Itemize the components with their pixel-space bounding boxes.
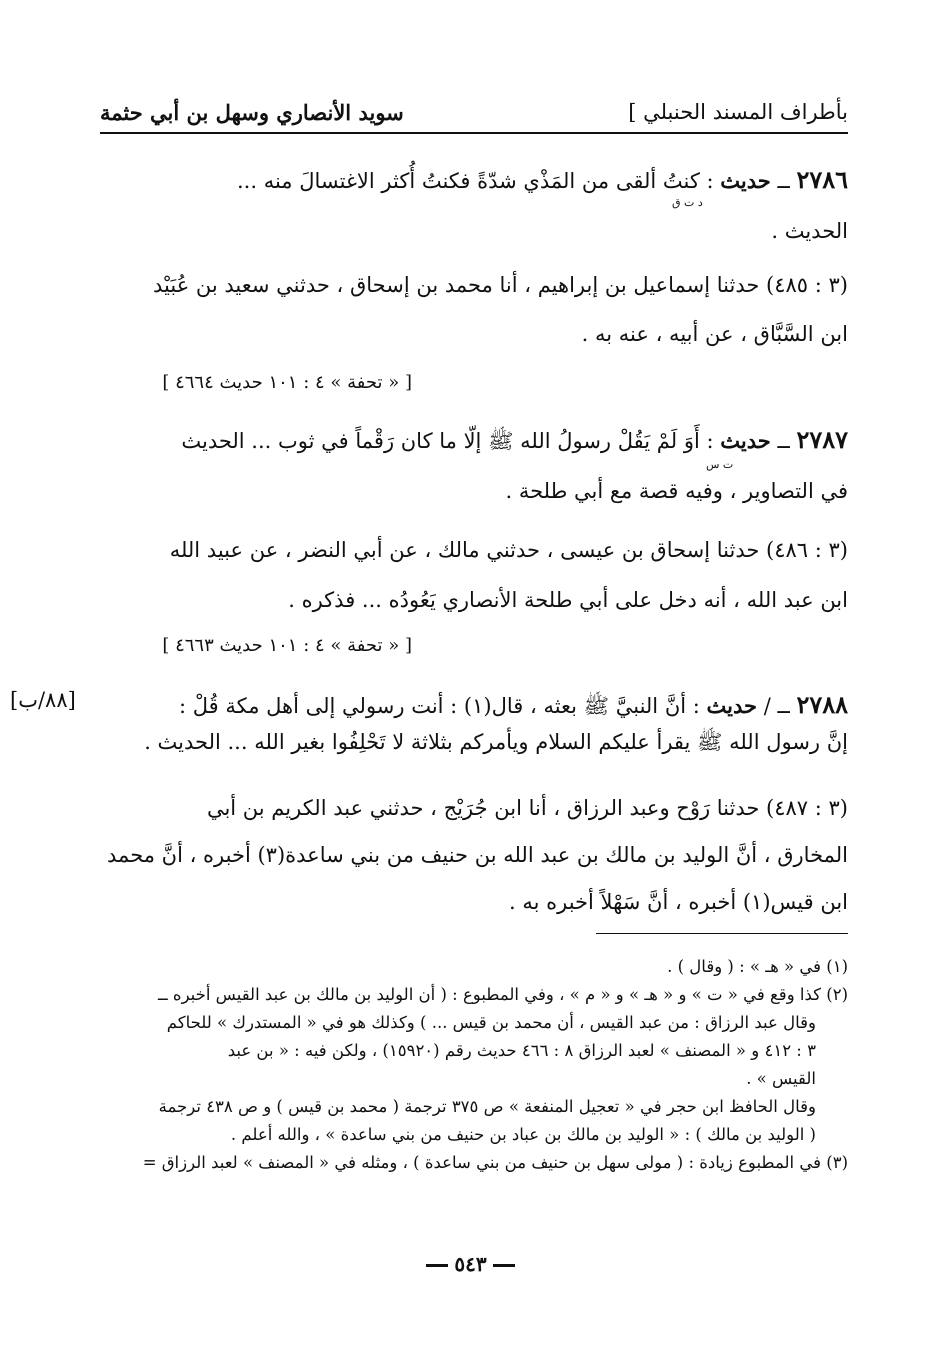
hadith-sigla: د ت ق <box>672 196 703 209</box>
footnote-line: (١) في « هـ » : ( وقال ) . <box>667 957 848 976</box>
hadith-keyword: حديث <box>720 428 771 453</box>
footnotes <box>100 953 848 1177</box>
hadith-dash: ــ <box>777 429 790 453</box>
page-number-dash <box>493 1264 515 1267</box>
footnote-line: وقال الحافظ ابن حجر في « تعجيل المنفعة » ص ٣٧٥ ترجمة ( محمد بن قيس ) و ص ٤٣٨ ترجمة <box>158 1097 816 1116</box>
hadith-dash: ــ <box>777 169 790 193</box>
hadith-number: ٢٧٨٦ <box>796 165 848 194</box>
hadith-text-continuation: إنَّ رسول الله ﷺ يقرأ عليكم السلام ويأمركم بثلاثة لا تَحْلِفُوا بغير الله ... الحديث . <box>144 730 848 754</box>
footnote-separator <box>596 933 848 934</box>
hadith-text: : أنَّ النبيَّ ﷺ بعثه ، قال(١) : أنت رسولي إلى أهل مكة قُلْ : <box>179 694 700 718</box>
hadith-sigla: ت س <box>706 458 734 471</box>
tuhfa-reference: [ « تحفة » ٤ : ١٠١ حديث ٤٦٦٤ ] <box>162 372 412 393</box>
isnad-line: (٣ : ٤٨٥) حدثنا إسماعيل بن إبراهيم ، أنا محمد بن إسحاق ، حدثني سعيد بن عُبَيْد <box>153 273 848 297</box>
footnote-line: ( الوليد بن مالك ) : « الوليد بن مالك بن عباد بن حنيف من بني ساعدة » ، والله أعلم . <box>230 1125 816 1144</box>
hadith-2786-isnad <box>100 270 848 349</box>
hadith-number: ٢٧٨٧ <box>796 425 848 454</box>
isnad-line: (٣ : ٤٨٧) حدثنا رَوْح وعبد الرزاق ، أنا ابن جُرَيْج ، حدثني عبد الكريم بن أبي <box>206 796 848 820</box>
section-title: سويد الأنصاري وسهل بن أبي حثمة <box>100 100 404 125</box>
hadith-number: ٢٧٨٨ <box>796 690 848 719</box>
isnad-line: ابن عبد الله ، أنه دخل على أبي طلحة الأنصاري يَعُودُه ... فذكره . <box>288 588 848 612</box>
page-number <box>0 1252 941 1276</box>
page-number-value: ٥٤٣ <box>454 1252 487 1276</box>
book-title: بأطراف المسند الحنبلي ] <box>628 100 848 124</box>
hadith-2787-isnad <box>100 535 848 615</box>
running-header <box>100 100 848 134</box>
footnote-line: وقال عبد الرزاق : من عبد القيس ، أن محمد بن قيس ... ) وكذلك هو في « المستدرك » للحاكم <box>166 1013 816 1032</box>
isnad-line: ابن السَّبَّاق ، عن أبيه ، عنه به . <box>581 322 848 346</box>
manuscript-folio-marker: [٨٨/ب] <box>10 688 76 712</box>
hadith-text: : أَوَ لَمْ يَقُلْ رسولُ الله ﷺ إلّا ما كان رَقْماً في ثوب ... الحديث <box>181 429 714 453</box>
hadith-text-continuation: الحديث . <box>771 219 848 243</box>
hadith-text: : كنتُ ألقى من المَذْي شدّةً فكنتُ أُكثر الاغتسالَ منه ... <box>237 169 714 193</box>
hadith-2788-text <box>100 690 848 757</box>
hadith-keyword: حديث <box>706 693 757 718</box>
hadith-text-continuation: في التصاوير ، وفيه قصة مع أبي طلحة . <box>505 479 848 503</box>
hadith-2787-text <box>100 425 848 506</box>
isnad-line: المخارق ، أنَّ الوليد بن مالك بن عبد الله بن حنيف من بني ساعدة(٣) أخبره ، أنَّ محمد <box>107 843 848 867</box>
hadith-2786-text <box>100 165 848 246</box>
hadith-dash: ــ / <box>763 694 790 718</box>
page-number-dash <box>426 1264 448 1267</box>
footnote-line: القيس » . <box>746 1069 816 1088</box>
tuhfa-reference: [ « تحفة » ٤ : ١٠١ حديث ٤٦٦٣ ] <box>162 635 412 656</box>
footnote-line: (٣) في المطبوع زيادة : ( مولى سهل بن حنيف من بني ساعدة ) ، ومثله في « المصنف » لعبد الرزاق = <box>142 1153 848 1172</box>
isnad-line: (٣ : ٤٨٦) حدثنا إسحاق بن عيسى ، حدثني مالك ، عن أبي النضر ، عن عبيد الله <box>169 538 848 562</box>
hadith-keyword: حديث <box>720 168 771 193</box>
footnote-line: (٢) كذا وقع في « ت » و « هـ » و « م » ، وفي المطبوع : ( أن الوليد بن مالك بن عبد القيس أخبره ــ <box>158 985 848 1004</box>
hadith-2788-isnad <box>100 793 848 917</box>
isnad-line: ابن قيس(١) أخبره ، أنَّ سَهْلاً أخبره به . <box>509 890 848 914</box>
footnote-line: ٣ : ٤١٢ و « المصنف » لعبد الرزاق ٨ : ٤٦٦ حديث رقم (١٥٩٢٠) ، ولكن فيه : « بن عبد <box>227 1041 816 1060</box>
